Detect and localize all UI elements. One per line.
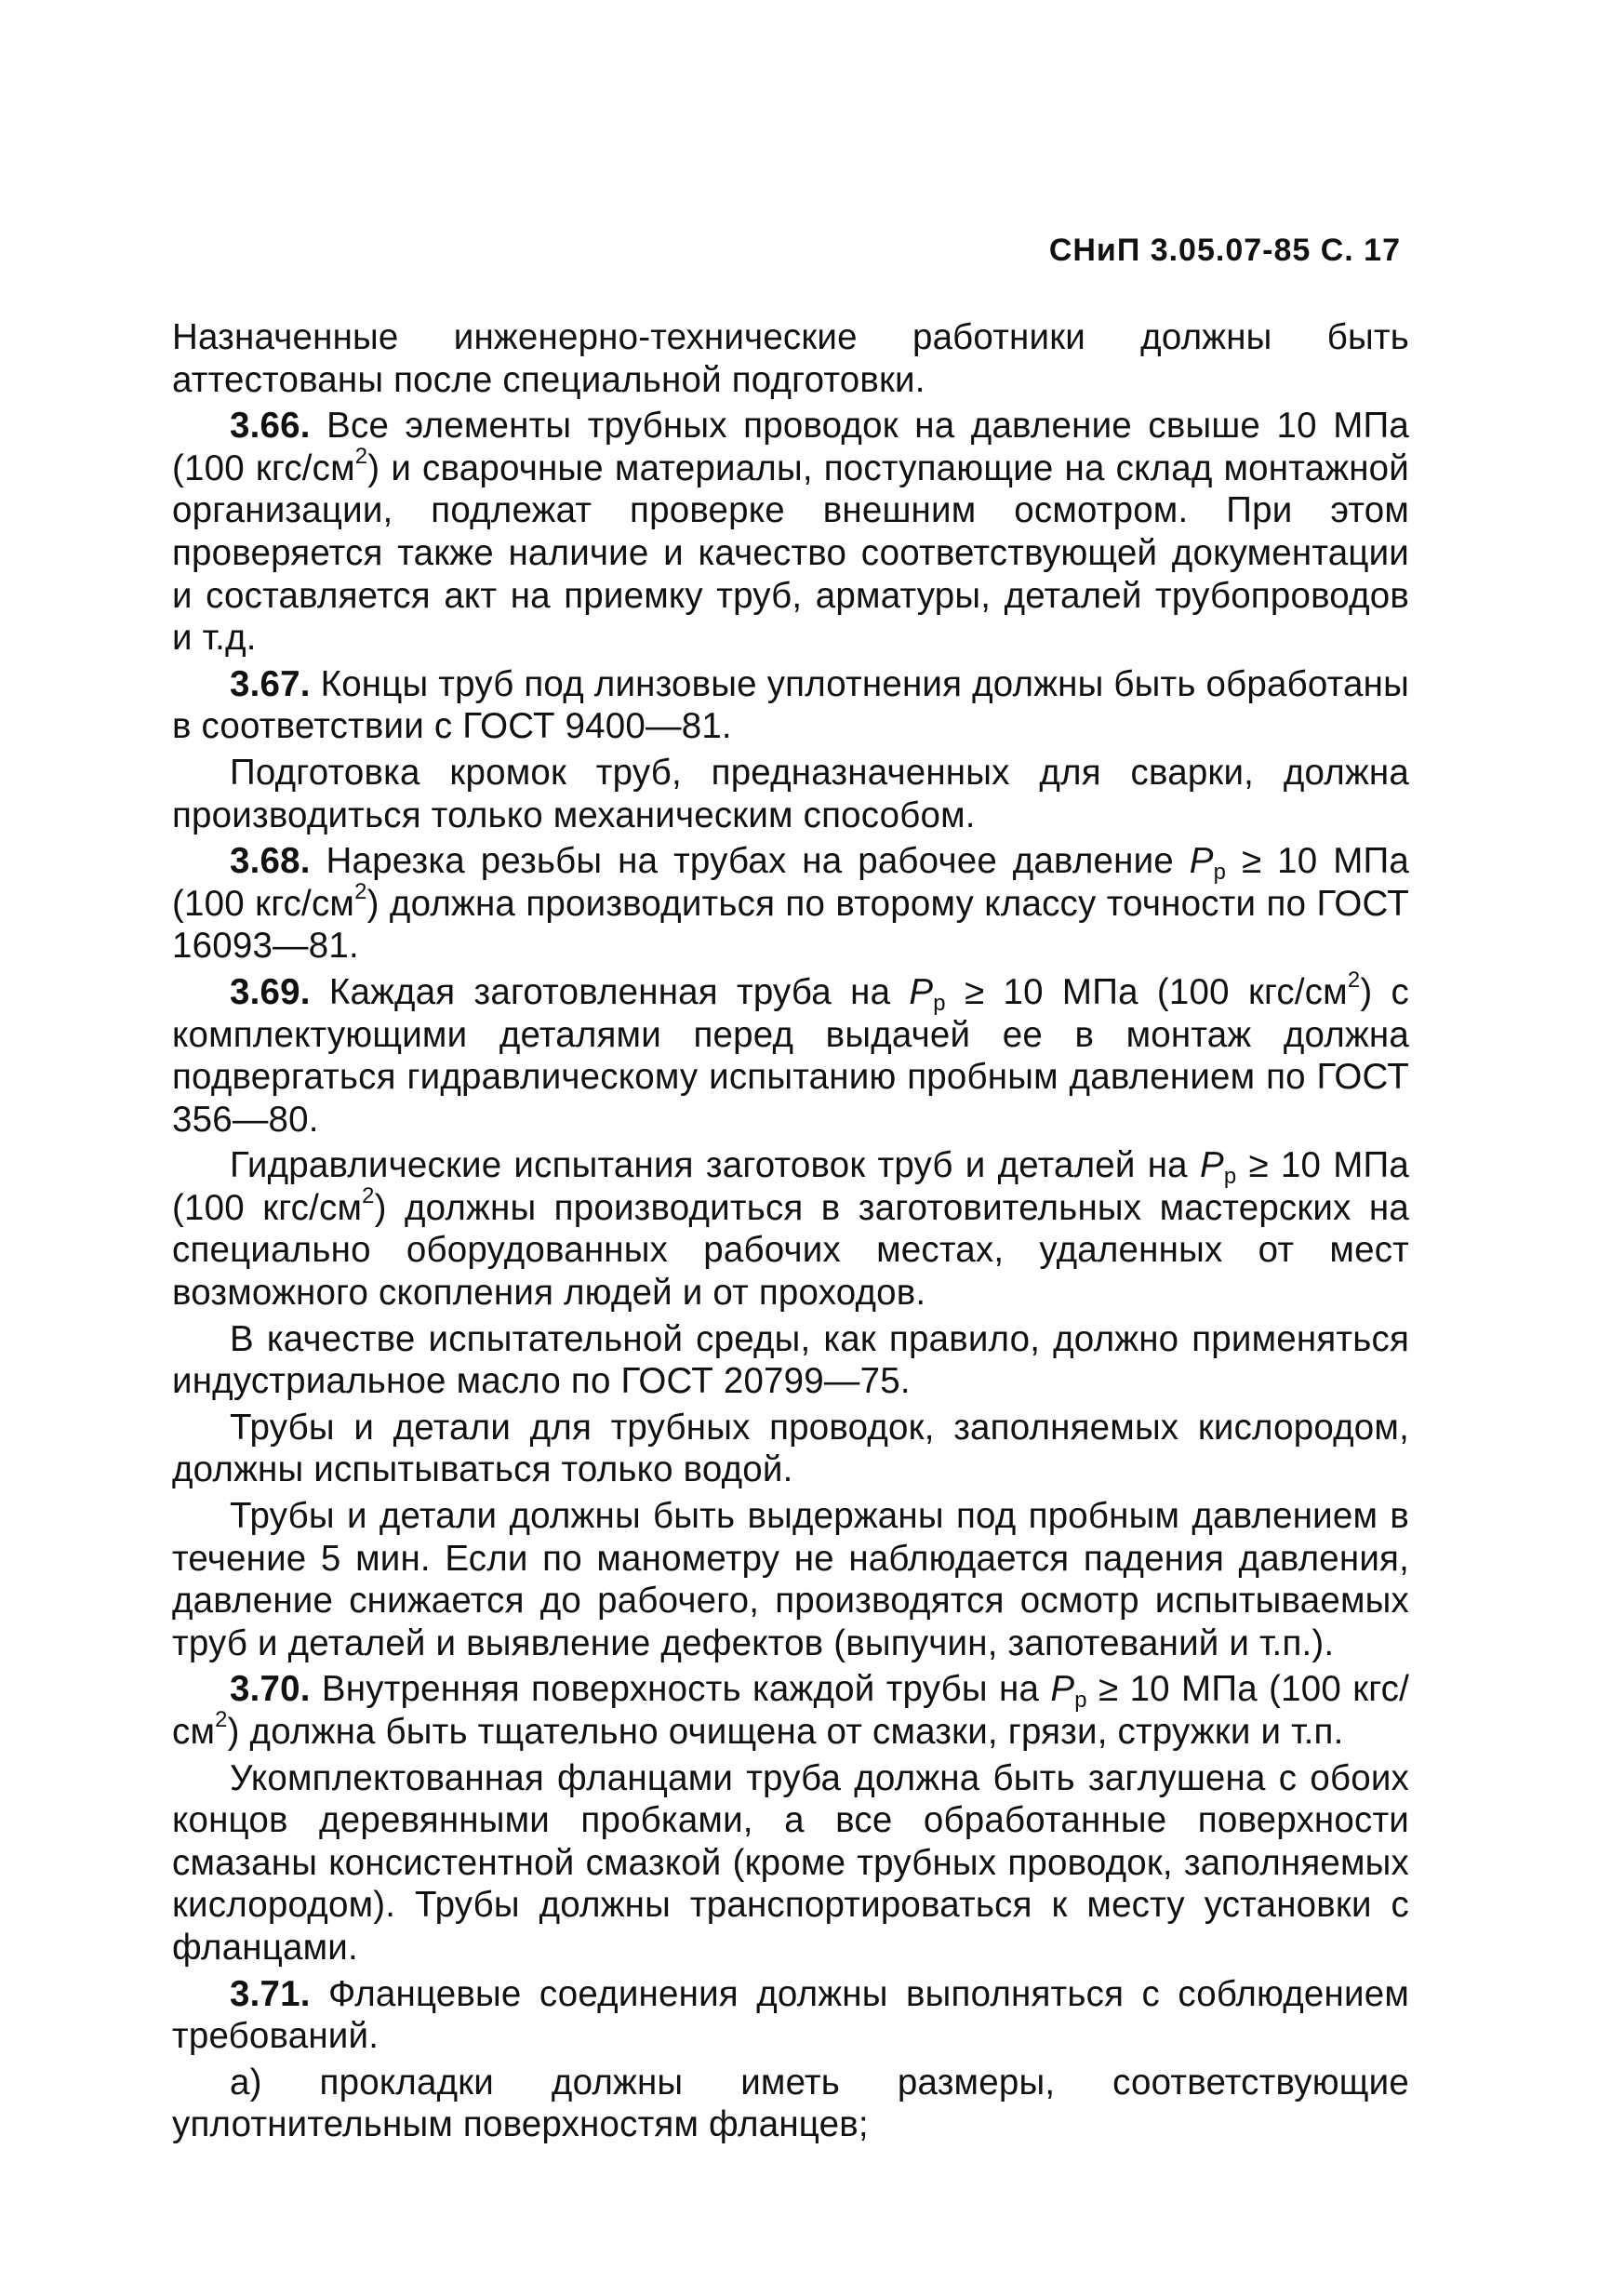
paragraph-text: ) должна быть тщательно очищена от смазки, грязи, стружки и т.п. [227,1712,1344,1752]
unit-power: 2 [215,1707,228,1733]
section-number: 3.69. [230,971,311,1012]
paragraph-text: Все элементы трубных проводок на давление свыше 10 МПа (100 [172,406,1409,488]
pressure-subscript: р [933,991,946,1017]
paragraph-text: Трубы и детали должны быть выдержаны под пробным давлением в течение 5 мин. Если по манометру не наблюдается падения давления, давление снижается до рабочего, производятся осмотр испытываемых труб и деталей и выявление дефектов (выпучин, запотеваний и т.п.). [172,1496,1409,1663]
paragraph-text: Концы труб под линзовые уплотнения должны быть обработаны в соответствии с ГОСТ 9400—81. [172,663,1409,747]
section-number: 3.67. [230,663,311,704]
list-item-a [172,2062,1409,2146]
section-3-69 [172,968,1409,1141]
pressure-symbol [1199,1145,1237,1190]
paragraph-hydraulic-tests [172,1144,1409,1314]
paragraph-text: Каждая заготовленная труба на [310,971,910,1012]
pressure-symbol [909,971,946,1017]
unit-power: 2 [1347,968,1361,994]
pressure-letter: P [1199,1145,1224,1186]
paragraph-text: ≥ 10 МПа (100 [172,1145,1409,1228]
section-3-66 [172,405,1409,660]
pressure-letter: P [909,971,934,1012]
paragraph-flanged-pipe [172,1757,1409,1969]
paragraph-text: ≥ 10 МПа (100 [172,841,1409,924]
paragraph-text: ) и сварочные материалы, поступающие на склад монтажной организации, подлежат проверке внешним осмотром. При этом проверяется также наличие и качество соответствующей документации и составляется акт на приемку труб, арматуры, деталей трубопроводов и т.д. [172,447,1410,659]
paragraph-staff-certification [172,316,1409,401]
paragraph-text: Трубы и детали для трубных проводок, заполняемых кислородом, должны испытываться только водой. [172,1407,1409,1490]
unit-power: 2 [362,1182,375,1208]
section-number: 3.68. [230,841,311,882]
unit-power: 2 [354,443,368,469]
unit-kgs: кгс/см [255,883,355,924]
section-3-68 [172,840,1409,968]
unit-power: 2 [354,878,367,904]
paragraph-text: Фланцевые соединения должны выполняться с соблюдением требований. [172,1973,1409,2057]
paragraph-text: Внутренняя поверхность каждой трубы на [310,1669,1051,1710]
paragraph-holding-pressure [172,1495,1409,1664]
paragraph-text: Нарезка резьбы на трубах на рабочее давление [310,841,1190,882]
section-3-70 [172,1668,1409,1753]
paragraph-text: ) должны производиться в заготовительных мастерских на специально оборудованных рабочих местах, удаленных от мест возможного скопления людей и от проходов. [172,1187,1409,1314]
section-number: 3.66. [230,406,311,447]
page-header: СНиП 3.05.07-85 С. 17 [1048,233,1401,268]
pressure-letter: P [1050,1669,1075,1710]
paragraph-text: ) с комплектующими деталями перед выдачей ее в монтаж должна подвергаться гидравлическому испытанию пробным давлением по ГОСТ 356—80. [172,971,1409,1140]
unit-kgs: кгс/см [1247,971,1348,1012]
section-number: 3.70. [230,1669,311,1710]
unit-kgs: кгс/см [172,1669,1409,1752]
section-3-71 [172,1973,1409,2058]
paragraph-oxygen-lines [172,1407,1409,1491]
paragraph-text: Укомплектованная фланцами труба должна быть заглушена с обоих концов деревянными пробками, а все обработанные поверхности смазаны консистентной смазкой (кроме трубных проводок, заполняемых кислородом). Трубы должны транспортироваться к месту установки с фланцами. [172,1757,1409,1968]
pressure-subscript: р [1223,1164,1237,1190]
paragraph-text: ≥ 10 МПа (100 [1086,1669,1353,1710]
document-body [172,316,1409,2150]
paragraph-text: ≥ 10 МПа (100 [945,971,1248,1012]
unit-kgs: кгс/см [255,447,355,488]
paragraph-text: В качестве испытательной среды, как правило, должно применяться индустриальное масло по ГОСТ 20799—75. [172,1318,1409,1402]
pressure-symbol [1050,1669,1087,1714]
pressure-subscript: р [1213,860,1227,886]
pressure-subscript: р [1074,1688,1087,1714]
paragraph-text: ) должна производиться по второму классу точности по ГОСТ 16093—81. [172,883,1409,967]
pressure-symbol [1189,841,1227,886]
paragraph-text: Подготовка кромок труб, предназначенных для сварки, должна производиться только механическим способом. [172,752,1409,835]
paragraph-text: Гидравлические испытания заготовок труб и деталей на [230,1145,1200,1186]
section-3-67 [172,663,1409,748]
section-number: 3.71. [230,1973,311,2014]
pressure-letter: P [1189,841,1214,882]
paragraph-text: а) прокладки должны иметь размеры, соответствующие уплотнительным поверхностям фланцев; [172,2062,1409,2145]
unit-kgs: кгс/см [262,1187,363,1228]
paragraph-test-medium [172,1318,1409,1403]
paragraph-text: Назначенные инженерно-технические работники должны быть аттестованы после специальной подготовки. [172,317,1409,400]
paragraph-edge-preparation [172,752,1409,836]
